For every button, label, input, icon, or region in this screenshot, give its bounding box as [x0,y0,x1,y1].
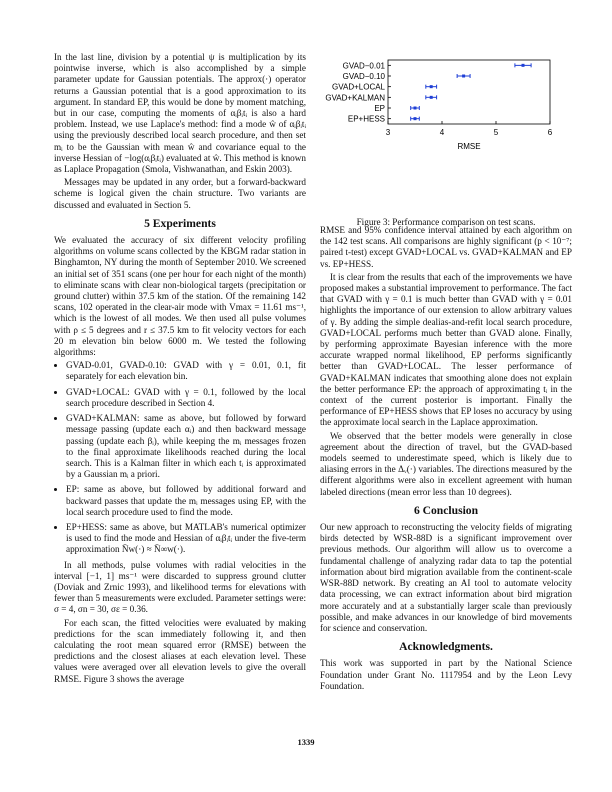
y-category-label: GVAD−0.10 [342,72,385,81]
left-column [54,52,306,687]
paragraph-results: RMSE and 95% confidence interval attained by each algorithm on the 142 test scans. All comparisons are highly significant (p < 10⁻⁷; paired t-test) except GVAD+LOCAL vs. GVAD+KALMAN and EP vs. EP+HESS. [320,225,572,269]
paragraph-experiments-intro: We evaluated the accuracy of six different velocity profiling algorithms on volume scans collected by the KBGM radar station in Binghamton, NY during the month of September 2010. We screened an initial set of 351 scans (one per hour for each night of the month) to eliminate scans with clear non-biological targets (precipitation or ground clutter) within 37.5 km of the station. Of the remaining 142 scans, 102 operated in the clear-air mode with Vmax = 11.61 ms⁻¹, which is the lowest of all modes. We then used all pulse volumes with ρ ≤ 5 degrees and r ≤ 37.5 km to fit velocity vectors for each 20 m elevation bin below 6000 m. We tested the following algorithms: [54,235,306,358]
paragraph-acknowledgments: This work was supported in part by the National Science Foundation under Grant No. 1117954 and by the Leon Levy Foundation. [320,658,572,691]
y-category-label: EP+HESS [347,114,385,124]
y-category-label: EP [374,104,385,113]
plot-frame [388,60,550,124]
paragraph-methods: In all methods, pulse volumes with radial velocities in the interval [−1, 1] ms⁻¹ were discarded to suppress ground clutter (Doviak and Zrnic 1993), and likelihood terms for elevations with fewer than 5 measurements were excluded. Parameter settings were: σ = 4, σn = 30, σε = 0.36. [54,559,306,615]
x-tick-label: 6 [547,128,553,137]
acknowledgments-heading: Acknowledgments. [399,640,493,654]
page-number: 1339 [297,737,315,747]
algorithm-item: • EP: same as above, but followed by additional forward and backward passes that update the mᵢ messages using EP, with the local search procedure used to find the mode. [66,484,306,518]
data-point [430,96,433,99]
x-axis-label: RMSE [457,142,481,151]
x-tick-label: 5 [493,128,499,137]
algorithm-item: • GVAD+KALMAN: same as above, but followed by forward message passing (update each αᵢ) and then backward message passing (update each βᵢ), while keeping the mᵢ messages frozen to the final approximate likelihoods reached during the local search. This is a Kalman filter in which each tᵢ is approximated by a Gaussian mᵢ a priori. [66,413,306,480]
right-column [320,225,572,694]
figure-3 [320,52,572,227]
data-point [462,75,465,78]
figure-caption: Figure 3: Performance comparison on test scans. [356,217,536,227]
paragraph-improvements: It is clear from the results that each of the improvements we have proposed makes a substantial improvement to performance. The fact that GVAD with γ = 0.1 is much better than GVAD with γ = 0.01 highlights the importance of our extension to allow arbitrary values of γ. By adding the simple dealias-and-refit local search procedure, GVAD+LOCAL performs much better than GVAD alone. Finally, by performing approximate Bayesian inference with the more accurate wrapped normal likelihood, EP performs significantly better than GVAD+LOCAL. The lesser performance of GVAD+KALMAN indicates that smoothing alone does not explain the better performance EP: the approach of approximating tᵢ in the context of the current posterior is important. Finally the performance of EP+HESS shows that EP loses no accuracy by using the approximate local search in the Laplace approximation. [320,271,572,428]
x-tick-label: 3 [385,128,391,137]
x-tick-label: 4 [439,128,445,137]
paragraph-laplace: In the last line, division by a potential ψ is multiplication by its pointwise inverse, which is also accomplished by a simple parameter update for Gaussian potentials. The approx(·) operator returns a Gaussian potential that is a good approximation to its argument. In standard EP, this would be done by moment matching, but in our case, computing the moments of αᵢβᵢtᵢ is also a hard problem. Instead, we use Laplace's method: find a mode ŵ of αᵢβᵢtᵢ using the previously described local search procedure, and then set mᵢ to be the Gaussian with mean ŵ and covariance equal to the inverse Hessian of −log(αᵢβᵢtᵢ) evaluated at ŵ. This method is known as Laplace Propagation (Smola, Vishwanathan, and Eskin 2003). [54,52,306,175]
data-point [430,85,433,88]
rmse-chart [320,52,572,212]
data-point [522,64,525,67]
paragraph-conclusion: Our new approach to reconstructing the velocity fields of migrating birds detected by WSR-88D is a significant improvement over previous methods. Our algorithm will allow us to overcome a fundamental challenge of analyzing radar data to tap the potential information about bird migration available from the continent-scale WSR-88D network. By creating an AI tool to automate velocity data processing, we can extract information about bird migration more accurately and at a substantially larger scale than previously possible, and make advances in our knowledge of bird movements for science and conservation. [320,522,572,633]
section-heading-conclusion: 6 Conclusion [413,503,479,517]
y-category-label: GVAD+LOCAL [332,82,385,92]
data-point [414,107,417,110]
algorithm-item: • EP+HESS: same as above, but MATLAB's numerical optimizer is used to find the mode and Hessian of αᵢβᵢtᵢ under the five-term approximation N̄w(·) ≈ N̄∞w(·). [66,522,306,556]
algorithm-list [54,360,306,555]
paragraph-observations: We observed that the better models were generally in close agreement about the direction of travel, but the GVAD-based models seemed to underestimate speed, which is likely due to aliasing errors in the Δᵥ(·) variables. The directions measured by the different algorithms were also in excellent agreement with human labeled directions (mean error less than 10 degrees). [320,430,572,497]
y-category-label: GVAD+KALMAN [325,93,385,103]
paragraph-messages: Messages may be updated in any order, but a forward-backward scheme is logical given the chain structure. Two variants are discussed and evaluated in Section 5. [54,177,306,210]
y-category-label: GVAD−0.01 [342,61,385,71]
algorithm-item: • GVAD-0.01, GVAD-0.10: GVAD with γ = 0.01, 0.1, fit separately for each elevation bin. [66,360,306,382]
paragraph-evaluation: For each scan, the fitted velocities were evaluated by making predictions for the scan immediately following it, and then calculating the root mean squared error (RMSE) between the predictions and the closest aliases at each elevation level. These values were averaged over all elevation levels to give the overall RMSE. Figure 3 shows the average [54,617,306,684]
data-point [414,117,417,120]
section-heading-experiments: 5 Experiments [144,216,216,230]
algorithm-item: • GVAD+LOCAL: GVAD with γ = 0.1, followed by the local search procedure described in Section 4. [66,387,306,409]
